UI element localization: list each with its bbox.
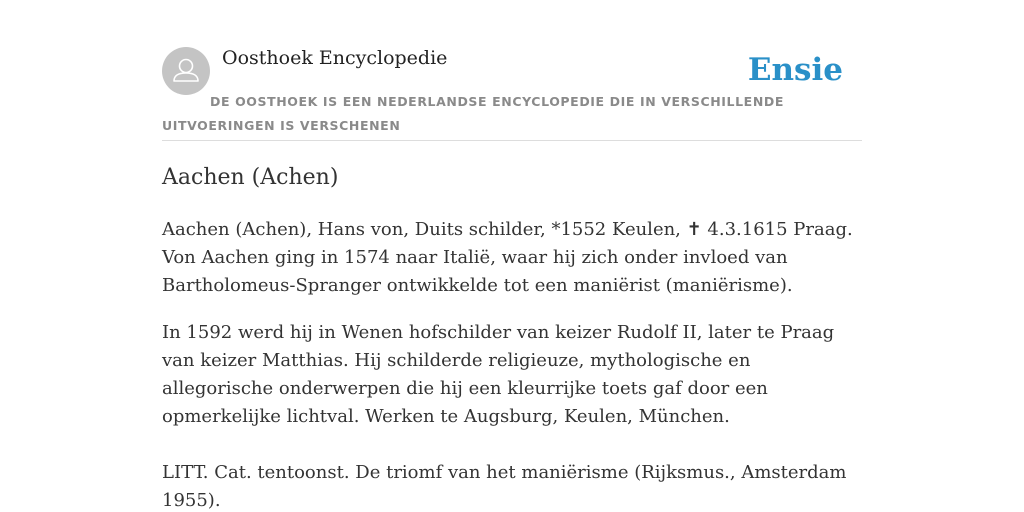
article-title: Aachen (Achen) xyxy=(162,165,339,190)
brand-logo[interactable]: Ensie xyxy=(747,52,843,88)
article-paragraph: Aachen (Achen), Hans von, Duits schilder, *1552 Keulen, ✝ 4.3.1615 Praag. Von Aachen ging in 1574 naar Italië, waar hij zich onder invloed van Bartholomeus-Spranger ontwikkelde tot een maniërist (maniërisme). xyxy=(162,219,853,296)
site-header xyxy=(162,46,862,141)
site-name[interactable]: Oosthoek Encyclopedie xyxy=(222,47,448,69)
user-silhouette-icon xyxy=(162,47,210,95)
article xyxy=(162,162,867,512)
article-literature: LITT. Cat. tentoonst. De triomf van het maniërisme (Rijksmus., Amsterdam 1955). xyxy=(162,462,847,511)
article-paragraph: In 1592 werd hij in Wenen hofschilder van keizer Rudolf II, later te Praag van keizer Matthias. Hij schilderde religieuze, mythologische en allegorische onderwerpen die hij een kleurrijke toets gaf door een opmerkelijke lichtval. Werken te Augsburg, Keulen, München. xyxy=(162,322,835,427)
site-tagline: DE OOSTHOEK IS EEN NEDERLANDSE ENCYCLOPEDIE DIE IN VERSCHILLENDE UITVOERINGEN IS VERSCHENEN xyxy=(162,94,784,133)
avatar[interactable] xyxy=(162,47,210,95)
